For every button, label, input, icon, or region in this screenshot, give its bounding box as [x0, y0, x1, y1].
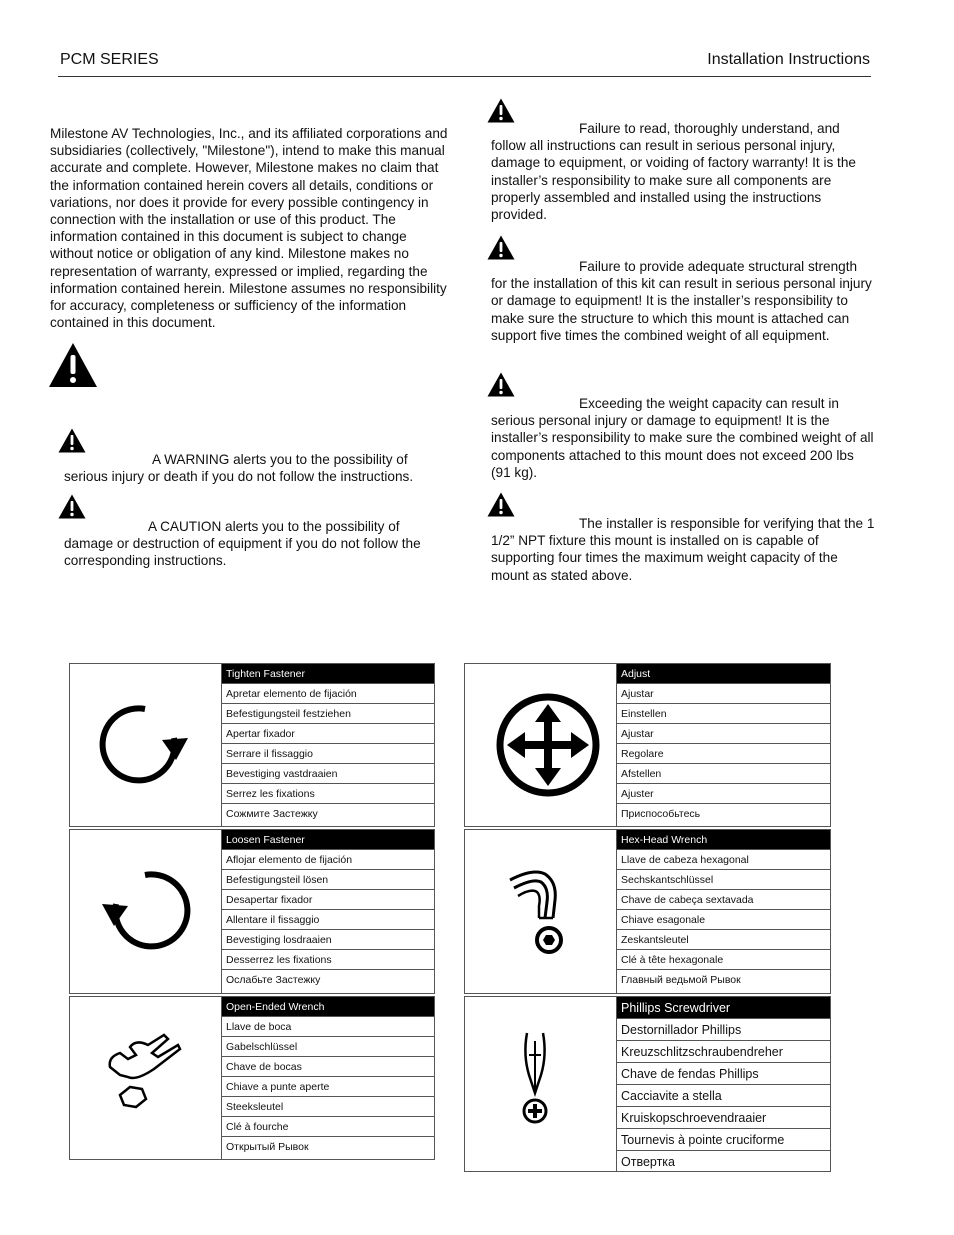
warning-3-text: Exceeding the weight capacity can result in serious personal injury or damage to equipment! It is the installer’s responsibility to make sure the combined weight of all components attached to this mount does not exceed 200 lbs (91 kg). — [491, 396, 874, 480]
tool-name-it: Allentare il fissaggio — [222, 910, 434, 930]
tool-name-ru: Отвертка — [621, 1155, 675, 1169]
tool-name-en: Hex-Head Wrench — [617, 830, 830, 850]
tool-name-en: Tighten Fastener — [222, 664, 434, 684]
tool-name-pt: Ajustar — [617, 724, 830, 744]
caution-legend-text: A CAUTION alerts you to the possibility of damage or destruction of equipment if you do not follow the corresponding instructions. — [64, 519, 421, 569]
series-title: PCM SERIES — [60, 51, 159, 68]
tool-name-de: Sechskantschlüssel — [617, 870, 830, 890]
tool-label-list — [617, 997, 830, 1173]
phillips-screwdriver-icon — [513, 1031, 557, 1127]
tool-panel-open-wrench — [69, 996, 435, 1160]
tool-panel-tighten — [69, 663, 435, 827]
warning-4-text: The installer is responsible for verifying that the 1 1/2” NPT fixture this mount is installed on is capable of supporting four times the maximum weight capacity of the mount as stated above. — [491, 516, 875, 583]
tool-name-de: Kreuzschlitzschraubendreher — [617, 1041, 830, 1063]
tool-name-es: Aflojar elemento de fijación — [222, 850, 434, 870]
tool-name-ru: Сожмите Застежку — [226, 808, 318, 820]
tool-label-list — [222, 997, 434, 1157]
warning-1-text: Failure to read, thoroughly understand, and follow all instructions can result in serious personal injury, damage to equipment, or voiding of factory warranty! It is the installer’s responsibility to make sure all components are properly assembled and installed using the instructions provided. — [491, 121, 856, 223]
tool-label-list — [617, 664, 830, 824]
caution-triangle-icon — [58, 494, 86, 519]
tool-name-fr: Serrez les fixations — [222, 784, 434, 804]
tool-name-it: Chiave esagonale — [617, 910, 830, 930]
tool-name-it: Serrare il fissaggio — [222, 744, 434, 764]
adjust-move-icon — [493, 690, 603, 800]
tool-name-fr: Desserrez les fixations — [222, 950, 434, 970]
tool-name-es: Llave de cabeza hexagonal — [617, 850, 830, 870]
tool-name-ru: Ослабьте Застежку — [226, 974, 321, 986]
tool-panel-loosen — [69, 829, 435, 994]
open-wrench-icon — [106, 1029, 186, 1124]
tool-name-en: Phillips Screwdriver — [617, 997, 830, 1019]
tool-panel-phillips — [464, 996, 831, 1172]
tool-name-ru: Открытый Рывок — [226, 1141, 309, 1153]
tool-name-it: Regolare — [617, 744, 830, 764]
tool-name-es: Llave de boca — [222, 1017, 434, 1037]
tool-name-pt: Chave de cabeça sextavada — [617, 890, 830, 910]
tool-label-list — [222, 664, 434, 824]
tool-name-fr: Clé à fourche — [222, 1117, 434, 1137]
tool-panel-adjust — [464, 663, 831, 827]
tool-name-nl: Bevestiging vastdraaien — [222, 764, 434, 784]
tool-panel-hex-wrench — [464, 829, 831, 994]
warning-triangle-icon — [48, 342, 98, 388]
tool-name-nl: Kruiskopschroevendraaier — [617, 1107, 830, 1129]
tool-name-pt: Chave de fendas Phillips — [617, 1063, 830, 1085]
tool-label-list — [222, 830, 434, 990]
tool-name-pt: Desapertar fixador — [222, 890, 434, 910]
tool-name-nl: Steeksleutel — [222, 1097, 434, 1117]
tool-name-es: Ajustar — [617, 684, 830, 704]
tool-name-nl: Afstellen — [617, 764, 830, 784]
tool-name-en: Loosen Fastener — [222, 830, 434, 850]
tool-name-de: Einstellen — [617, 704, 830, 724]
warning-triangle-icon — [58, 428, 86, 453]
tool-name-pt: Chave de bocas — [222, 1057, 434, 1077]
warning-triangle-icon — [487, 492, 515, 517]
tool-name-fr: Clé à tête hexagonale — [617, 950, 830, 970]
disclaimer-text: Milestone AV Technologies, Inc., and its affiliated corporations and subsidiaries (collectively, "Milestone"), intend to make this manual accurate and complete. However, Milestone makes no claim that the information contained herein covers all details, conditions or variations, nor does it provide for every possible contingency in connection with the installation or use of this product. The information contained in this document is subject to change without notice or obligation of any kind. Milestone makes no representation of warranty, expressed or implied, regarding the information contained herein. Milestone assumes no responsibility for accuracy, completeness or sufficiency of the information contained in this document. — [50, 126, 448, 331]
tool-name-nl: Zeskantsleutel — [617, 930, 830, 950]
tool-name-fr: Tournevis à pointe cruciforme — [617, 1129, 830, 1151]
tool-name-de: Befestigungsteil lösen — [222, 870, 434, 890]
header-rule — [58, 76, 871, 77]
tool-name-en: Adjust — [617, 664, 830, 684]
hex-key-icon — [505, 860, 575, 960]
tool-name-pt: Apertar fixador — [222, 724, 434, 744]
warning-triangle-icon — [487, 372, 515, 397]
tool-name-it: Chiave a punte aperte — [222, 1077, 434, 1097]
tool-name-es: Destornillador Phillips — [617, 1019, 830, 1041]
tool-name-de: Gabelschlüssel — [222, 1037, 434, 1057]
tool-name-fr: Ajuster — [617, 784, 830, 804]
tool-name-ru: Главный ведьмой Рывок — [621, 974, 741, 986]
warning-legend-text: A WARNING alerts you to the possibility of serious injury or death if you do not follow the instructions. — [64, 452, 414, 485]
warning-2-text: Failure to provide adequate structural strength for the installation of this kit can result in serious personal injury or damage to equipment! It is the installer’s responsibility to make sure the structure to which this mount is attached can support five times the combined weight of all equipment. — [491, 259, 872, 343]
tool-name-de: Befestigungsteil festziehen — [222, 704, 434, 724]
document-type: Installation Instructions — [707, 51, 870, 68]
loosen-counterclockwise-icon — [96, 862, 194, 960]
tool-name-nl: Bevestiging losdraaien — [222, 930, 434, 950]
warning-triangle-icon — [487, 235, 515, 260]
tool-name-ru: Приспособьтесь — [621, 808, 701, 820]
tool-name-es: Apretar elemento de fijación — [222, 684, 434, 704]
tool-label-list — [617, 830, 830, 990]
tighten-clockwise-icon — [96, 696, 194, 794]
tool-name-it: Cacciavite a stella — [617, 1085, 830, 1107]
tool-name-en: Open-Ended Wrench — [222, 997, 434, 1017]
